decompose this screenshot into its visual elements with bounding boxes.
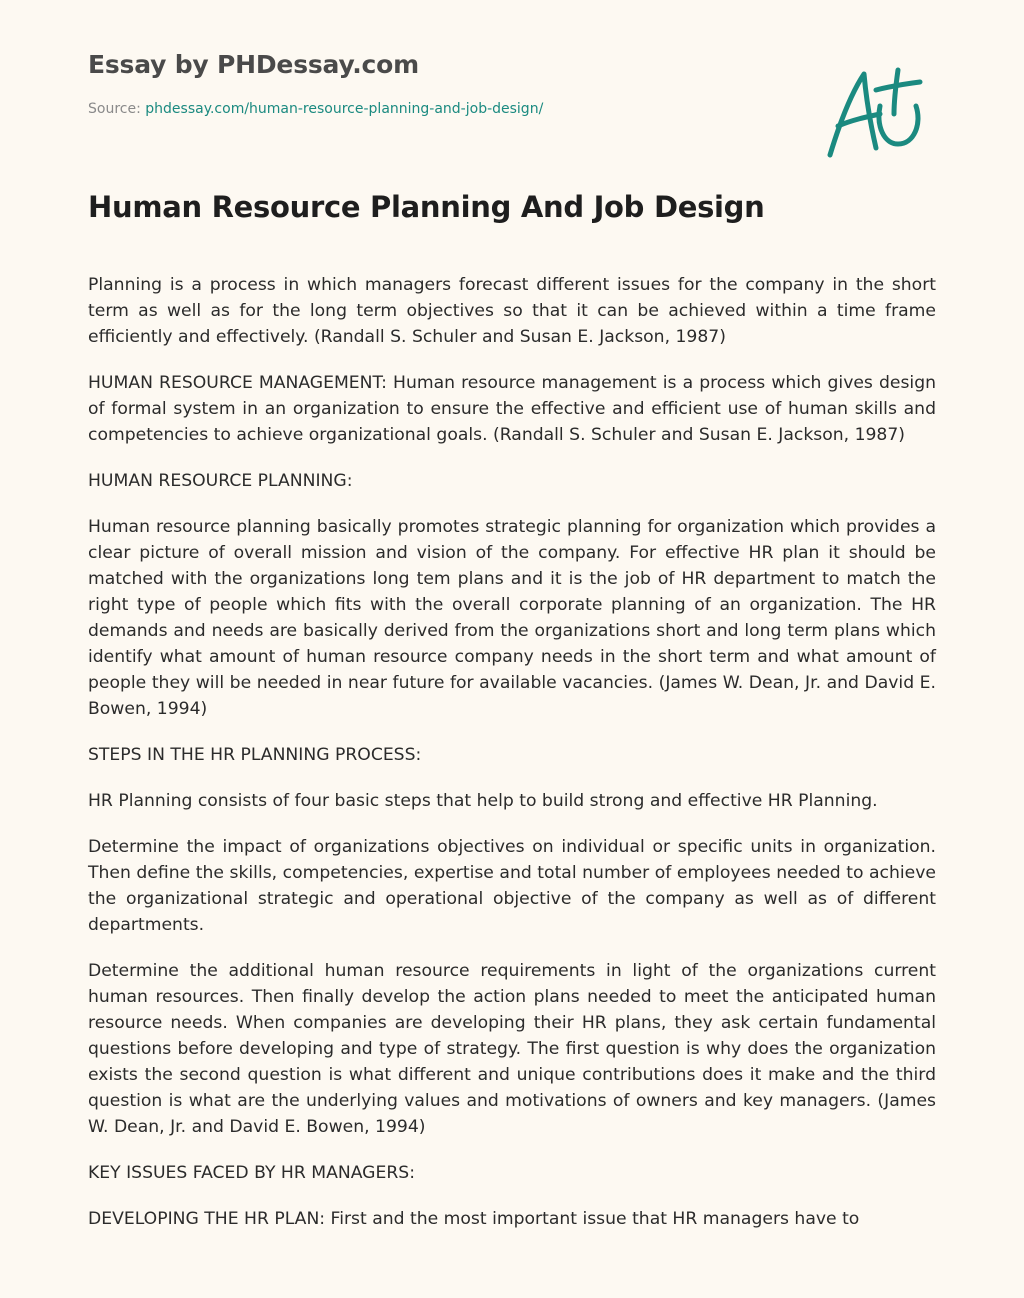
paragraph: HR Planning consists of four basic steps that help to build strong and effective HR Planning.: [88, 791, 878, 811]
site-brand: Essay by PHDessay.com: [88, 50, 419, 79]
section-heading: KEY ISSUES FACED BY HR MANAGERS:: [88, 1163, 415, 1183]
source-label: Source:: [88, 101, 146, 117]
paragraph: Determine the impact of organizations objectives on individual or specific units in organization. Then define the skills, competencies, expertise and total number of employees needed to achieve the organizational strategic and operational objective of the company as well as of different departments.: [88, 837, 936, 935]
paragraph: HUMAN RESOURCE MANAGEMENT: Human resource management is a process which gives design of formal system in an organization to ensure the effective and efficient use of human skills and competencies to achieve organizational goals. (Randall S. Schuler and Susan E. Jackson, 1987): [88, 373, 936, 445]
essay-body: [88, 272, 936, 1252]
paragraph: Determine the additional human resource requirements in light of the organizations current human resources. Then finally develop the action plans needed to meet the anticipated human resource needs. When companies are developing their HR plans, they ask certain fundamental questions before developing and type of strategy. The first question is why does the organization exists the second question is what different and unique contributions does it make and the third question is what are the underlying values and motivations of owners and key managers. (James W. Dean, Jr. and David E. Bowen, 1994): [88, 961, 936, 1137]
page-title: Human Resource Planning And Job Design: [88, 190, 765, 224]
paragraph: DEVELOPING THE HR PLAN: First and the most important issue that HR managers have to: [88, 1209, 860, 1229]
paragraph: Human resource planning basically promotes strategic planning for organization which provides a clear picture of overall mission and vision of the company. For effective HR plan it should be matched with the organizations long tem plans and it is the job of HR department to match the right type of people which fits with the overall corporate planning of an organization. The HR demands and needs are basically derived from the organizations short and long term plans which identify what amount of human resource company needs in the short term and what amount of people they will be needed in near future for available vacancies. (James W. Dean, Jr. and David E. Bowen, 1994): [88, 517, 936, 719]
a-plus-grade-icon: [818, 62, 930, 162]
section-heading: HUMAN RESOURCE PLANNING:: [88, 471, 353, 491]
paragraph: Planning is a process in which managers forecast different issues for the company in the short term as well as for the long term objectives so that it can be achieved within a time frame efficiently and effectively. (Randall S. Schuler and Susan E. Jackson, 1987): [88, 275, 936, 347]
section-heading: STEPS IN THE HR PLANNING PROCESS:: [88, 745, 422, 765]
source-line: [88, 101, 543, 117]
source-link[interactable]: phdessay.com/human-resource-planning-and-job-design/: [145, 101, 544, 117]
